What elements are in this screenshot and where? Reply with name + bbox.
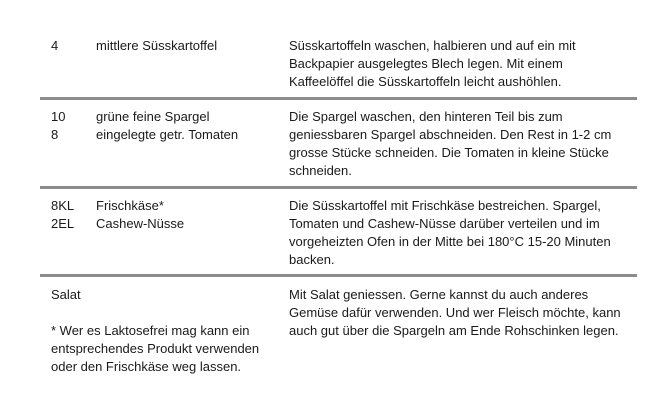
- instruction-text: Mit Salat geniessen. Gerne kannst du auch anderes Gemüse dafür verwenden. Und wer Fleisch möchte, kann auch gut über die Spargeln am Ende Rohschinken legen.: [289, 287, 621, 338]
- row-divider: [40, 186, 637, 189]
- ingredient: mittlere Süsskartoffel: [96, 38, 218, 53]
- quantity: 8: [51, 127, 59, 142]
- quantity: 8KL: [51, 198, 75, 213]
- quantity-column: [51, 108, 65, 144]
- ingredient-column: [96, 108, 238, 144]
- ingredient-column: [96, 37, 217, 55]
- quantity: 2EL: [51, 216, 75, 231]
- row-divider: [40, 97, 637, 100]
- ingredient: eingelegte getr. Tomaten: [96, 127, 239, 142]
- quantity: 4: [51, 38, 59, 53]
- instruction-text: Die Süsskartoffel mit Frischkäse bestreichen. Spargel, Tomaten und Cashew-Nüsse darüber verteilen und im vorgeheizten Ofen in der Mitte bei 180°C 15-20 Minuten backen.: [289, 198, 611, 267]
- quantity-column: [51, 37, 58, 55]
- ingredient: grüne feine Spargel: [96, 109, 210, 124]
- quantity-column: [51, 197, 74, 233]
- ingredient: Frischkäse*: [96, 198, 164, 213]
- lactose-footnote: * Wer es Laktosefrei mag kann ein entsprechendes Produkt verwenden oder den Frischkäse weg lassen.: [51, 323, 260, 374]
- ingredient: Cashew-Nüsse: [96, 216, 185, 231]
- quantity: 10: [51, 109, 66, 124]
- instruction-text: Süsskartoffeln waschen, halbieren und auf ein mit Backpapier ausgelegtes Blech legen. Mit einem Kaffeelöffel die Süsskartoffeln leicht aushöhlen.: [289, 38, 576, 89]
- row-divider: [40, 274, 637, 277]
- ingredient-column: [96, 197, 184, 233]
- salad-label: Salat: [51, 287, 81, 302]
- instruction-text: Die Spargel waschen, den hinteren Teil bis zum geniessbaren Spargel abschneiden. Den Rest in 1-2 cm grosse Stücke schneiden. Die Tomaten in kleine Stücke schneiden.: [289, 109, 612, 178]
